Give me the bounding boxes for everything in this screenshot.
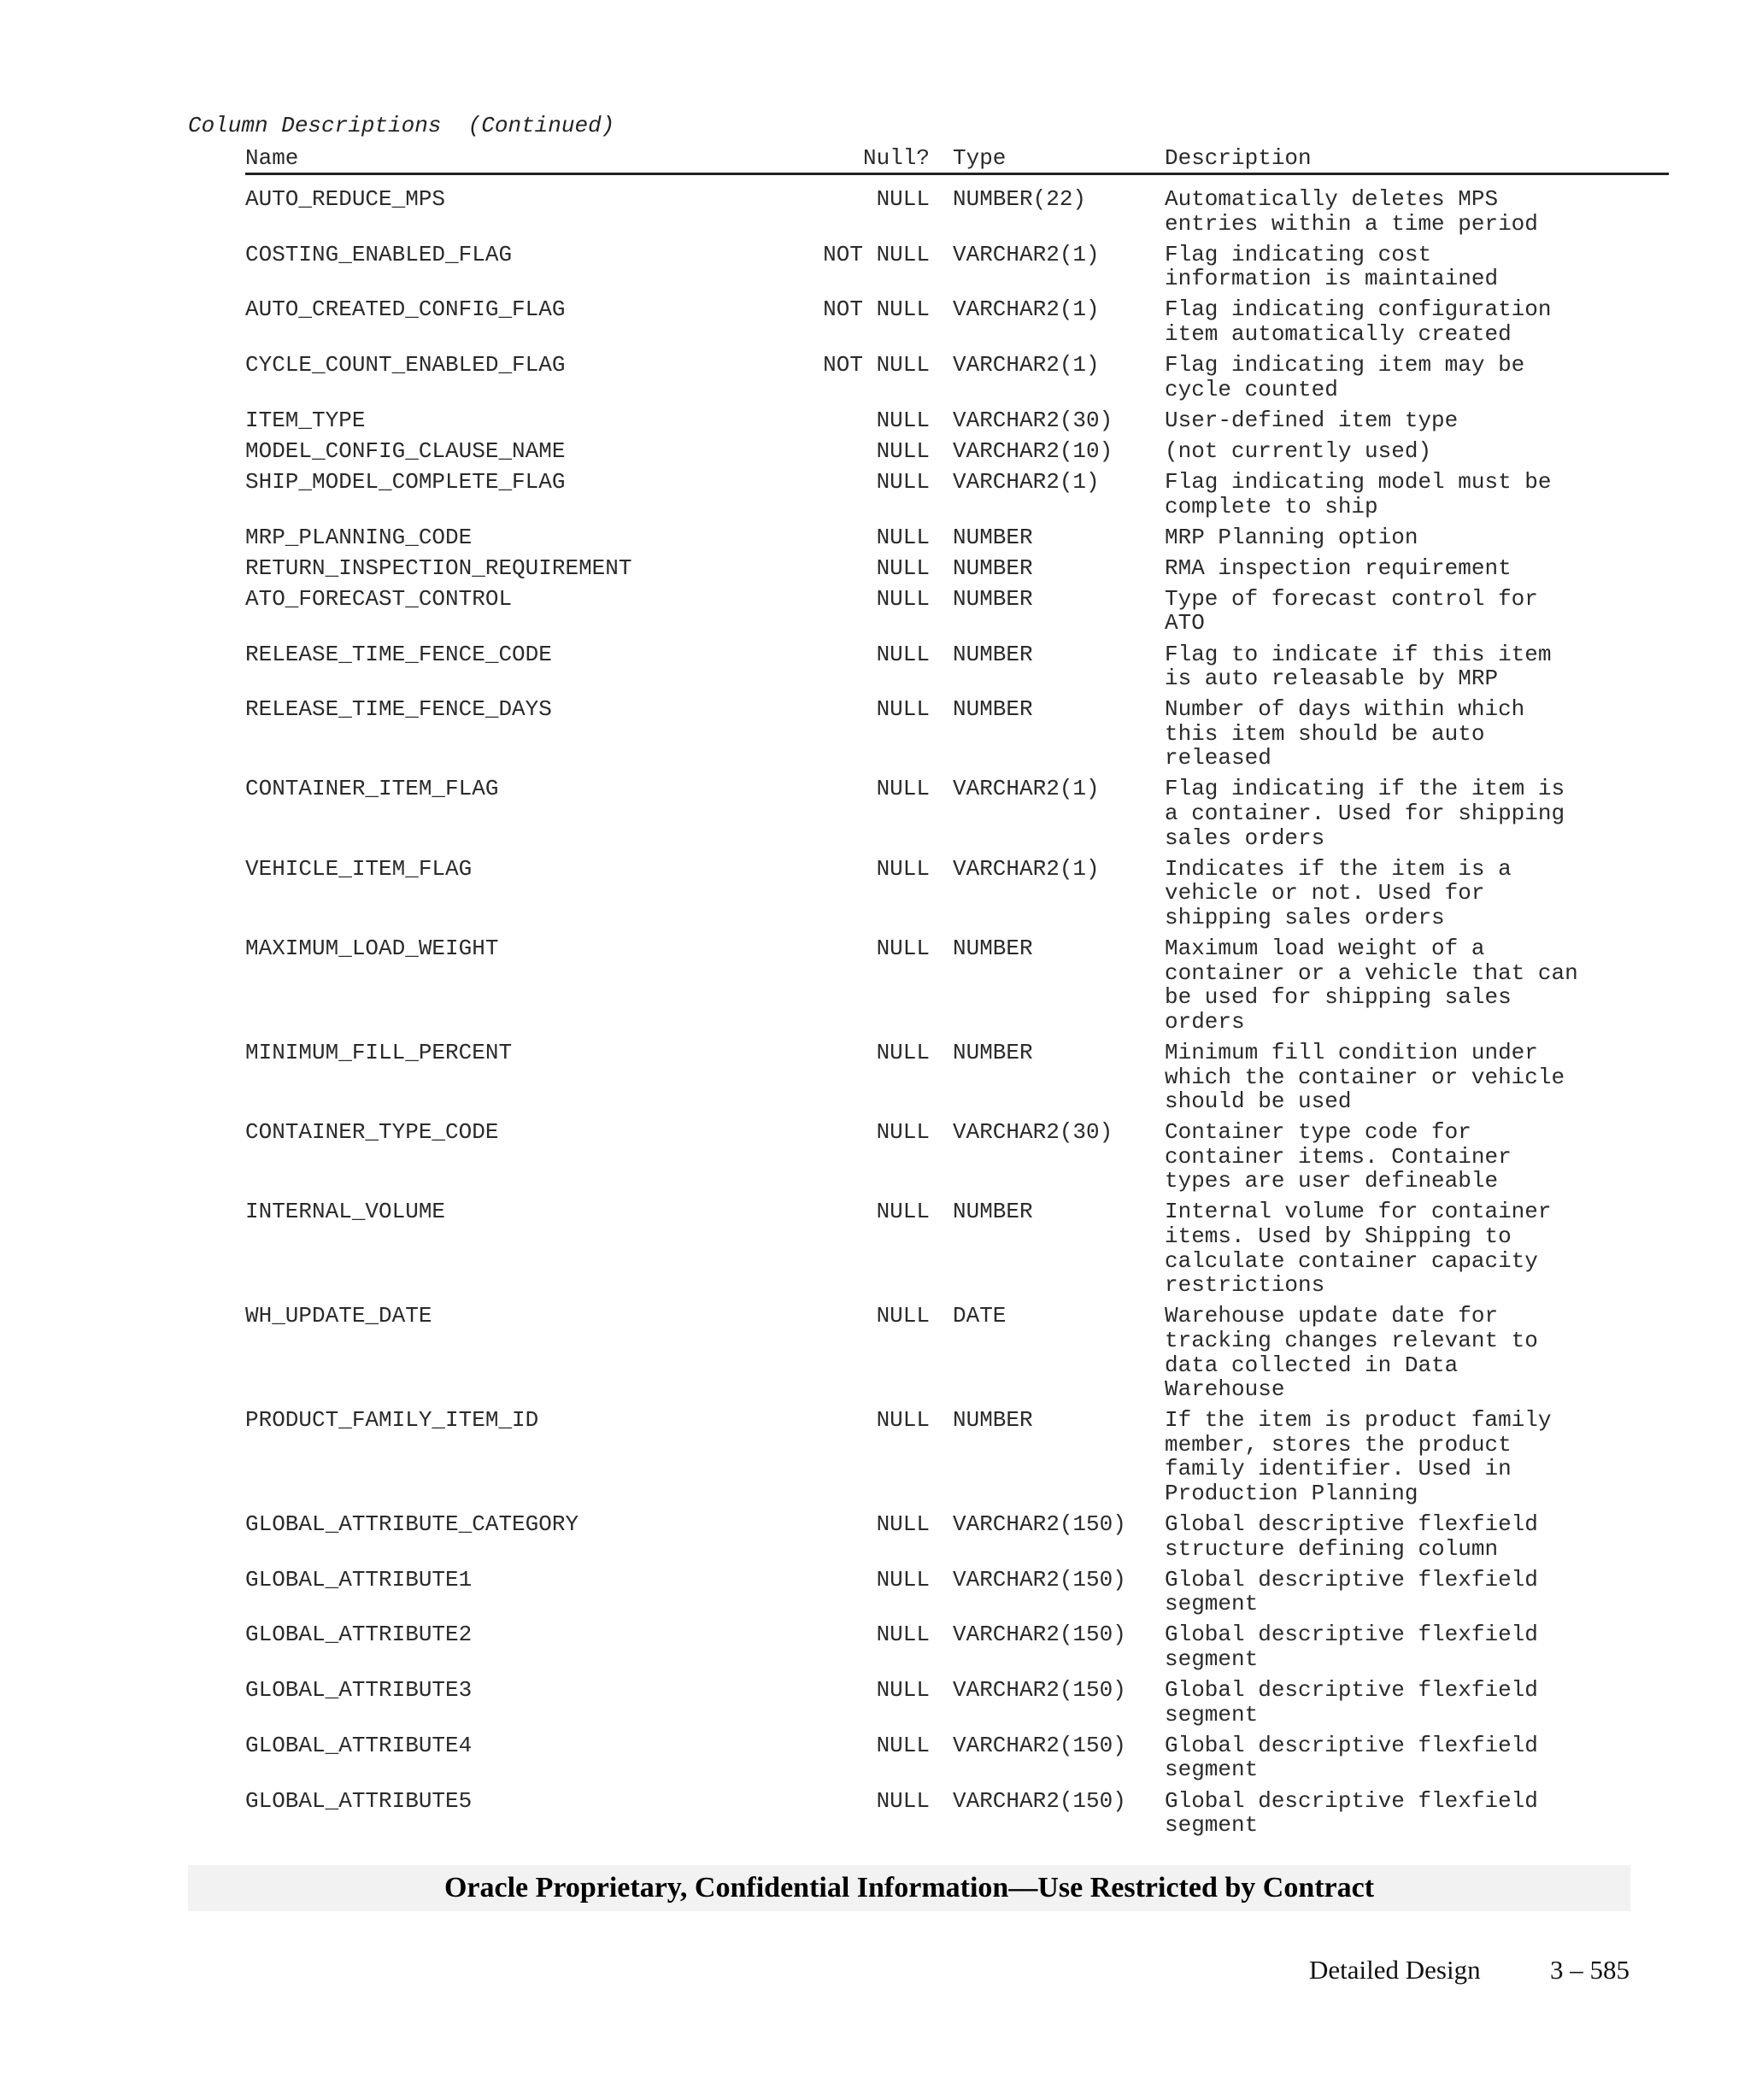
description-cell [1165,439,1669,464]
column-name-cell: RELEASE_TIME_FENCE_CODE [245,641,552,667]
null-constraint-cell: NULL [876,1566,930,1593]
description-line: Container type code for [1165,1119,1471,1146]
data-type-cell: NUMBER [953,1407,1033,1434]
description-line: member, stores the product [1165,1431,1512,1458]
description-line: Global descriptive flexfield [1165,1622,1538,1648]
data-type-cell: VARCHAR2(1) [953,352,1100,378]
null-constraint-cell: NOT NULL [823,241,930,267]
null-constraint-cell: NOT NULL [823,352,930,378]
description-cell [1165,642,1669,691]
description-cell [1165,1041,1669,1114]
table-row [245,525,1669,550]
data-type-cell: NUMBER [953,1199,1033,1225]
column-name-cell: CONTAINER_TYPE_CODE [245,1119,499,1146]
description-line: MRP Planning option [1165,524,1418,550]
description-line: If the item is product family [1165,1407,1552,1434]
description-line: types are user defineable [1165,1168,1499,1194]
section-heading: Column Descriptions (Continued) [188,113,615,138]
description-line: complete to ship [1165,493,1378,519]
footer-page-number: 3 – 585 [1550,1955,1630,1985]
description-cell [1165,187,1669,236]
null-constraint-cell: NULL [876,855,930,882]
column-name-cell: GLOBAL_ATTRIBUTE4 [245,1732,473,1758]
description-line: should be used [1165,1088,1352,1115]
description-line: cycle counted [1165,376,1338,402]
null-constraint-cell: NULL [876,1199,930,1225]
description-cell [1165,697,1669,771]
description-line: Flag to indicate if this item [1165,641,1552,667]
description-line: segment [1165,1591,1259,1617]
data-type-cell: VARCHAR2(1) [953,776,1100,802]
table-row [245,1733,1669,1782]
data-type-cell: NUMBER [953,554,1033,581]
data-type-cell: VARCHAR2(1) [953,296,1100,323]
table-row [245,187,1669,236]
table-row [245,697,1669,771]
description-line: Warehouse update date for [1165,1303,1499,1329]
data-type-cell: VARCHAR2(150) [953,1787,1126,1814]
description-line: this item should be auto [1165,720,1485,747]
column-name-cell: GLOBAL_ATTRIBUTE3 [245,1677,473,1704]
null-constraint-cell: NULL [876,1622,930,1648]
null-constraint-cell: NULL [876,1732,930,1758]
description-line: ATO [1165,610,1205,636]
null-constraint-cell: NULL [876,696,930,723]
column-name-cell: PRODUCT_FAMILY_ITEM_ID [245,1407,539,1434]
description-line: RMA inspection requirement [1165,554,1512,581]
table-row [245,1304,1669,1401]
column-name-cell: COSTING_ENABLED_FLAG [245,241,513,267]
description-cell [1165,1512,1669,1561]
data-type-cell: NUMBER [953,1039,1033,1065]
column-name-cell: INTERNAL_VOLUME [245,1199,446,1225]
table-row [245,777,1669,850]
description-line: container or a vehicle that can [1165,959,1578,986]
description-line: segment [1165,1701,1259,1728]
description-line: structure defining column [1165,1535,1499,1562]
data-type-cell: NUMBER [953,936,1033,962]
data-type-cell: VARCHAR2(150) [953,1511,1126,1538]
data-type-cell: VARCHAR2(30) [953,407,1113,433]
table-row [245,297,1669,346]
table-row [245,1200,1669,1297]
description-line: Flag indicating model must be [1165,468,1552,495]
data-type-cell: VARCHAR2(10) [953,437,1113,464]
table-row [245,1622,1669,1671]
data-type-cell: VARCHAR2(150) [953,1677,1126,1704]
null-constraint-cell: NULL [876,776,930,802]
description-line: Flag indicating item may be [1165,352,1525,378]
data-type-cell: VARCHAR2(1) [953,855,1100,882]
description-line: Type of forecast control for [1165,585,1538,612]
column-name-cell: ITEM_TYPE [245,407,366,433]
table-row [245,1120,1669,1194]
null-constraint-cell: NULL [876,641,930,667]
description-cell [1165,353,1669,402]
data-type-cell: VARCHAR2(1) [953,241,1100,267]
description-line: Minimum fill condition under [1165,1039,1538,1065]
header-null: Null? [862,145,930,171]
column-name-cell: GLOBAL_ATTRIBUTE_CATEGORY [245,1511,579,1538]
description-line: Maximum load weight of a [1165,936,1485,962]
table-row [245,936,1669,1034]
description-cell [1165,587,1669,636]
description-line: Flag indicating if the item is [1165,776,1565,802]
description-line: orders [1165,1008,1245,1035]
table-row [245,857,1669,930]
table-row [245,1408,1669,1505]
description-cell [1165,1304,1669,1401]
null-constraint-cell: NULL [876,407,930,433]
data-type-cell: NUMBER [953,696,1033,723]
data-type-cell: VARCHAR2(150) [953,1732,1126,1758]
description-cell [1165,525,1669,550]
table-row [245,353,1669,402]
description-line: Number of days within which [1165,696,1525,723]
description-line: Global descriptive flexfield [1165,1732,1538,1758]
description-line: Global descriptive flexfield [1165,1511,1538,1538]
description-line: be used for shipping sales [1165,984,1512,1011]
null-constraint-cell: NULL [876,936,930,962]
column-name-cell: GLOBAL_ATTRIBUTE5 [245,1787,473,1814]
description-line: Warehouse [1165,1376,1285,1403]
description-line: data collected in Data [1165,1352,1459,1378]
null-constraint-cell: NULL [876,524,930,550]
description-line: items. Used by Shipping to [1165,1223,1512,1250]
null-constraint-cell: NULL [876,1407,930,1434]
null-constraint-cell: NULL [876,554,930,581]
table-body [245,187,1669,1838]
description-line: segment [1165,1646,1259,1673]
null-constraint-cell: NULL [876,1511,930,1538]
description-line: vehicle or not. Used for [1165,880,1485,906]
null-constraint-cell: NULL [876,468,930,495]
description-cell [1165,470,1669,519]
null-constraint-cell: NULL [876,1039,930,1065]
table-row [245,408,1669,433]
column-name-cell: ATO_FORECAST_CONTROL [245,585,513,612]
data-type-cell: NUMBER [953,524,1033,550]
column-name-cell: MRP_PLANNING_CODE [245,524,473,550]
column-name-cell: RETURN_INSPECTION_REQUIREMENT [245,554,632,581]
description-cell [1165,1622,1669,1671]
description-line: Internal volume for container [1165,1199,1552,1225]
column-name-cell: MINIMUM_FILL_PERCENT [245,1039,513,1065]
description-line: entries within a time period [1165,210,1538,237]
description-cell [1165,936,1669,1034]
column-name-cell: VEHICLE_ITEM_FLAG [245,855,473,882]
data-type-cell: NUMBER(22) [953,186,1087,212]
header-type: Type [953,145,1007,171]
description-line: shipping sales orders [1165,904,1445,930]
column-name-cell: RELEASE_TIME_FENCE_DAYS [245,696,552,723]
description-line: (not currently used) [1165,437,1432,464]
null-constraint-cell: NULL [876,585,930,612]
description-line: a container. Used for shipping [1165,801,1565,827]
null-constraint-cell: NULL [876,1303,930,1329]
description-cell [1165,777,1669,850]
column-name-cell: AUTO_CREATED_CONFIG_FLAG [245,296,566,323]
description-cell [1165,1120,1669,1194]
data-type-cell: NUMBER [953,585,1033,612]
description-line: Global descriptive flexfield [1165,1566,1538,1593]
column-name-cell: SHIP_MODEL_COMPLETE_FLAG [245,468,566,495]
table-row [245,556,1669,581]
null-constraint-cell: NULL [876,186,930,212]
null-constraint-cell: NOT NULL [823,296,930,323]
description-cell [1165,1789,1669,1838]
description-line: Flag indicating cost [1165,241,1432,267]
data-type-cell: VARCHAR2(1) [953,468,1100,495]
column-name-cell: AUTO_REDUCE_MPS [245,186,446,212]
column-name-cell: MODEL_CONFIG_CLAUSE_NAME [245,437,566,464]
description-line: information is maintained [1165,266,1499,292]
table-row [245,642,1669,691]
column-name-cell: CYCLE_COUNT_ENABLED_FLAG [245,352,566,378]
table-row [245,587,1669,636]
description-cell [1165,243,1669,291]
footer-section-title: Detailed Design [1309,1955,1481,1985]
null-constraint-cell: NULL [876,1677,930,1704]
table-row [245,1789,1669,1838]
column-name-cell: CONTAINER_ITEM_FLAG [245,776,499,802]
null-constraint-cell: NULL [876,1787,930,1814]
description-line: calculate container capacity [1165,1247,1538,1274]
table-row [245,1678,1669,1727]
description-line: Global descriptive flexfield [1165,1787,1538,1814]
description-line: family identifier. Used in [1165,1456,1512,1482]
description-line: User-defined item type [1165,407,1459,433]
description-cell [1165,1678,1669,1727]
description-line: container items. Container [1165,1143,1512,1170]
table-header-row [245,144,1669,175]
description-cell [1165,857,1669,930]
description-line: which the container or vehicle [1165,1064,1565,1090]
description-line: Flag indicating configuration [1165,296,1552,323]
column-descriptions-table [245,144,1669,1844]
description-line: restrictions [1165,1272,1325,1299]
data-type-cell: VARCHAR2(30) [953,1119,1113,1146]
data-type-cell: NUMBER [953,641,1033,667]
null-constraint-cell: NULL [876,1119,930,1146]
table-row [245,1512,1669,1561]
header-description: Description [1165,145,1312,171]
description-line: sales orders [1165,824,1325,851]
description-line: Automatically deletes MPS [1165,186,1499,212]
description-cell [1165,556,1669,581]
description-cell [1165,1568,1669,1616]
confidentiality-notice: Oracle Proprietary, Confidential Information––Use Restricted by Contract [188,1865,1630,1911]
description-line: segment [1165,1757,1259,1783]
description-line: Global descriptive flexfield [1165,1677,1538,1704]
description-line: tracking changes relevant to [1165,1327,1538,1353]
column-name-cell: WH_UPDATE_DATE [245,1303,432,1329]
data-type-cell: VARCHAR2(150) [953,1622,1126,1648]
null-constraint-cell: NULL [876,437,930,464]
column-name-cell: MAXIMUM_LOAD_WEIGHT [245,936,499,962]
description-line: segment [1165,1812,1259,1839]
description-cell [1165,1733,1669,1782]
header-name: Name [245,145,299,171]
description-line: Indicates if the item is a [1165,855,1512,882]
description-line: is auto releasable by MRP [1165,666,1499,692]
table-row [245,470,1669,519]
table-row [245,439,1669,464]
description-line: Production Planning [1165,1481,1418,1506]
table-row [245,1041,1669,1114]
description-cell [1165,408,1669,433]
description-cell [1165,1200,1669,1297]
data-type-cell: VARCHAR2(150) [953,1566,1126,1593]
description-cell [1165,1408,1669,1505]
description-cell [1165,297,1669,346]
description-line: released [1165,745,1271,771]
column-name-cell: GLOBAL_ATTRIBUTE2 [245,1622,473,1648]
table-row [245,1568,1669,1616]
data-type-cell: DATE [953,1303,1007,1329]
description-line: item automatically created [1165,320,1512,347]
column-name-cell: GLOBAL_ATTRIBUTE1 [245,1566,473,1593]
table-row [245,243,1669,291]
